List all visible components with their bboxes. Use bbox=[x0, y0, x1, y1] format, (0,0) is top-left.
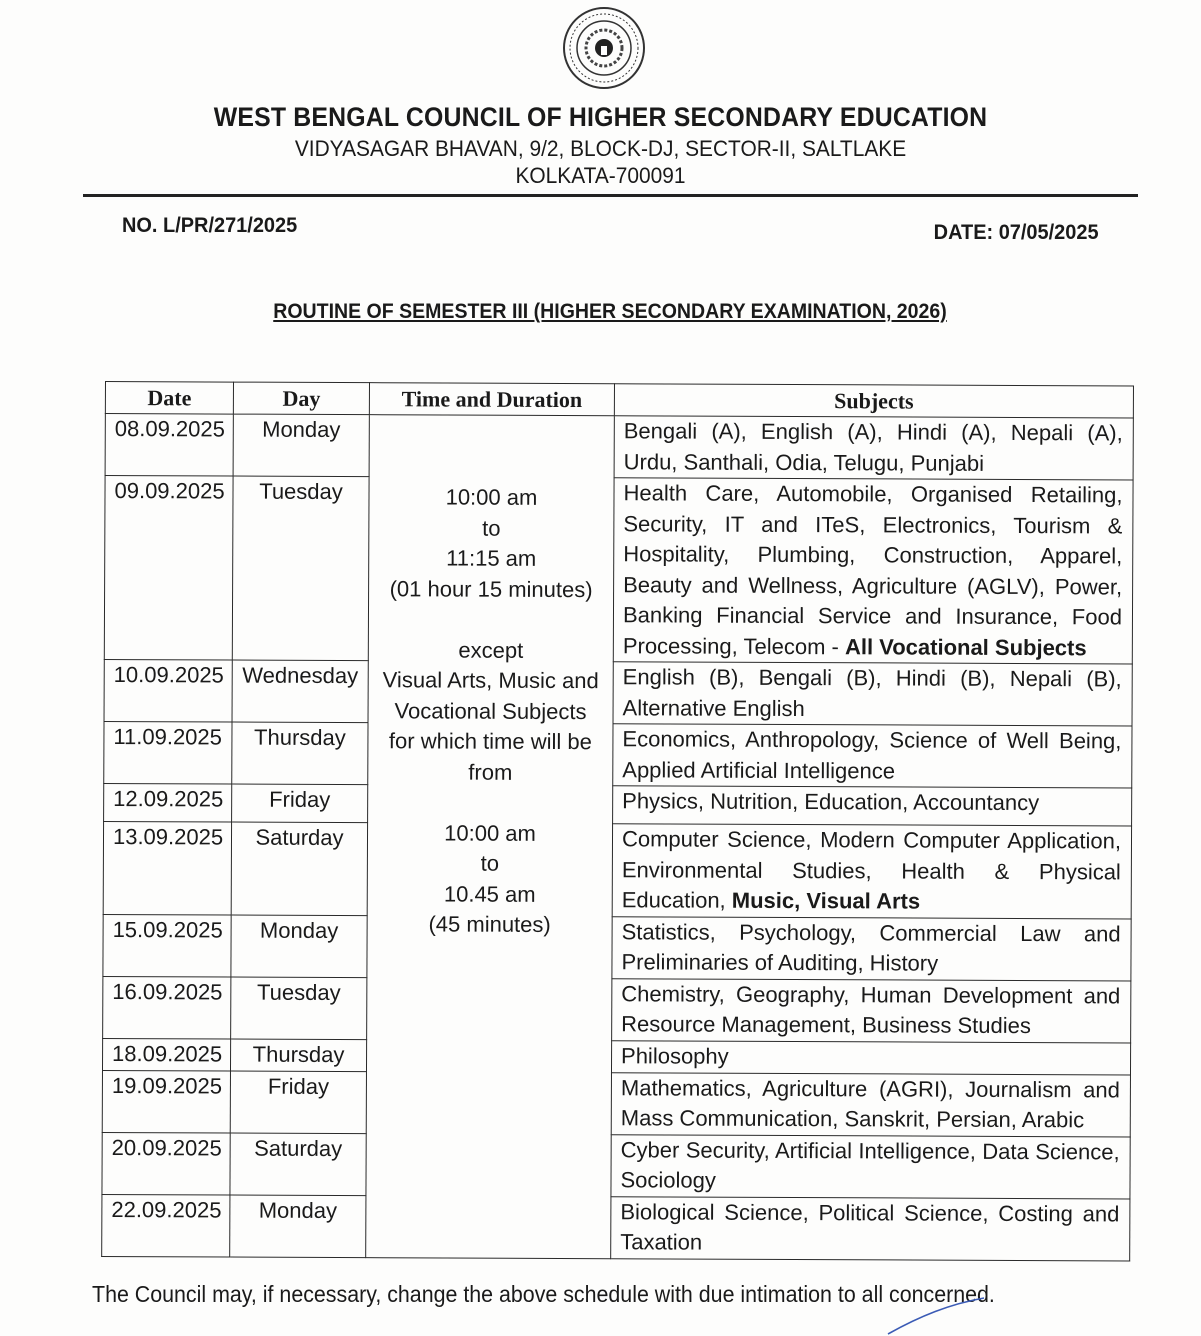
time-line: 10:00 am bbox=[445, 484, 538, 510]
row-date: 18.09.2025 bbox=[102, 1038, 230, 1071]
row-day: Saturday bbox=[231, 822, 367, 915]
row-day: Tuesday bbox=[231, 977, 367, 1040]
table-row bbox=[103, 821, 1131, 918]
time-line: to bbox=[482, 515, 501, 541]
row-subjects: Statistics, Psychology, Commercial Law and Preliminaries of Auditing, History bbox=[612, 916, 1131, 980]
row-subjects: English (B), Bengali (B), Hindi (B), Nepali (B), Alternative English bbox=[613, 662, 1132, 726]
time-line: 11:15 am bbox=[446, 545, 537, 571]
council-seal-logo bbox=[562, 6, 646, 90]
row-day: Monday bbox=[231, 915, 367, 978]
header-subjects: Subjects bbox=[614, 384, 1133, 418]
table-row bbox=[104, 783, 1132, 825]
table-row bbox=[105, 414, 1133, 480]
table-row bbox=[102, 1132, 1130, 1198]
row-subjects: Cyber Security, Artificial Intelligence, Data Science, Sociology bbox=[611, 1134, 1130, 1198]
row-date: 13.09.2025 bbox=[103, 821, 231, 914]
row-day: Thursday bbox=[232, 722, 368, 785]
time-line: 10:00 am bbox=[444, 819, 536, 846]
row-subjects: Economics, Anthropology, Science of Well Being, Applied Artificial Intelligence bbox=[613, 724, 1132, 788]
routine-title: ROUTINE OF SEMESTER III (HIGHER SECONDARY EXAMINATION, 2026) bbox=[273, 300, 947, 323]
row-day: Thursday bbox=[230, 1039, 366, 1072]
table-row bbox=[104, 476, 1133, 664]
row-subjects: Chemistry, Geography, Human Development and Resource Management, Business Studies bbox=[612, 978, 1131, 1042]
time-line: for which time will be bbox=[388, 728, 592, 755]
signature-stroke bbox=[880, 1296, 990, 1336]
row-date: 20.09.2025 bbox=[102, 1132, 230, 1195]
time-line: Visual Arts, Music and bbox=[382, 667, 599, 694]
header-date: Date bbox=[105, 382, 233, 415]
row-day: Friday bbox=[230, 1071, 366, 1134]
row-date: 09.09.2025 bbox=[104, 476, 233, 661]
time-line: to bbox=[480, 850, 500, 876]
subjects-bold-text: All Vocational Subjects bbox=[844, 633, 1087, 660]
row-subjects: Mathematics, Agriculture (AGRI), Journalism and Mass Communication, Sanskrit, Persian, Arabic bbox=[611, 1072, 1130, 1136]
table-row bbox=[102, 1038, 1130, 1074]
row-date: 08.09.2025 bbox=[105, 414, 233, 477]
row-day: Monday bbox=[230, 1195, 366, 1258]
address-line-2: KOLKATA-700091 bbox=[515, 163, 686, 188]
row-subjects bbox=[613, 478, 1133, 664]
row-date: 11.09.2025 bbox=[104, 721, 232, 784]
time-line: except bbox=[458, 637, 524, 663]
header-divider bbox=[83, 194, 1138, 197]
reference-date: DATE: 07/05/2025 bbox=[934, 221, 1099, 244]
row-subjects: Bengali (A), English (A), Hindi (A), Nepali (A), Urdu, Santhali, Odia, Telugu, Punjabi bbox=[614, 416, 1133, 480]
address-line-1: VIDYASAGAR BHAVAN, 9/2, BLOCK-DJ, SECTOR-II, SALTLAKE bbox=[294, 136, 907, 161]
table-row bbox=[102, 1194, 1130, 1260]
time-line: Vocational Subjects bbox=[394, 697, 587, 724]
time-line: 10.45 am bbox=[443, 880, 536, 907]
row-subjects: Biological Science, Political Science, Costing and Taxation bbox=[611, 1196, 1130, 1260]
row-date: 16.09.2025 bbox=[103, 976, 231, 1039]
row-day: Tuesday bbox=[232, 476, 369, 661]
row-day: Wednesday bbox=[232, 660, 368, 723]
time-line: (01 hour 15 minutes) bbox=[389, 575, 593, 602]
subjects-text: Health Care, Automobile, Organised Retailing, Security, IT and ITeS, Electronics, Tourism & Hospitality, Plumbing, Construction, Apparel, Beauty and Wellness, Agriculture (AGLV), Power, Banking Financial Service and Insurance, Food Processing, Telecom - bbox=[622, 480, 1123, 659]
subjects-bold-text: Music, Visual Arts bbox=[731, 887, 921, 914]
row-day: Saturday bbox=[230, 1133, 366, 1196]
header-day: Day bbox=[233, 382, 369, 415]
time-line: from bbox=[468, 759, 513, 785]
table-row bbox=[103, 914, 1131, 980]
council-name: WEST BENGAL COUNCIL OF HIGHER SECONDARY EDUCATION bbox=[213, 102, 988, 132]
table-row bbox=[104, 659, 1132, 725]
row-date: 19.09.2025 bbox=[102, 1070, 230, 1133]
row-date: 22.09.2025 bbox=[102, 1194, 230, 1257]
time-duration-cell bbox=[366, 415, 615, 1259]
row-day: Monday bbox=[233, 414, 369, 477]
time-line: (45 minutes) bbox=[428, 911, 551, 937]
row-date: 15.09.2025 bbox=[103, 914, 231, 977]
row-day: Friday bbox=[232, 784, 368, 823]
subjects-text: Computer Science, Modern Computer Application, Environmental Studies, Health & Physical Education, bbox=[621, 826, 1122, 913]
reference-number: NO. L/PR/271/2025 bbox=[122, 214, 298, 237]
table-row bbox=[102, 1070, 1130, 1136]
row-date: 10.09.2025 bbox=[104, 659, 232, 722]
row-subjects: Philosophy bbox=[611, 1040, 1130, 1074]
header-time: Time and Duration bbox=[369, 383, 614, 416]
row-subjects bbox=[612, 824, 1131, 919]
row-subjects: Physics, Nutrition, Education, Accountancy bbox=[613, 786, 1132, 826]
table-row bbox=[103, 976, 1131, 1042]
exam-routine-table bbox=[101, 381, 1134, 1261]
table-header-row bbox=[105, 382, 1133, 418]
row-date: 12.09.2025 bbox=[104, 783, 232, 822]
table-row bbox=[104, 721, 1132, 787]
footer-note: The Council may, if necessary, change the above schedule with due intimation to all concerned. bbox=[92, 1281, 995, 1307]
